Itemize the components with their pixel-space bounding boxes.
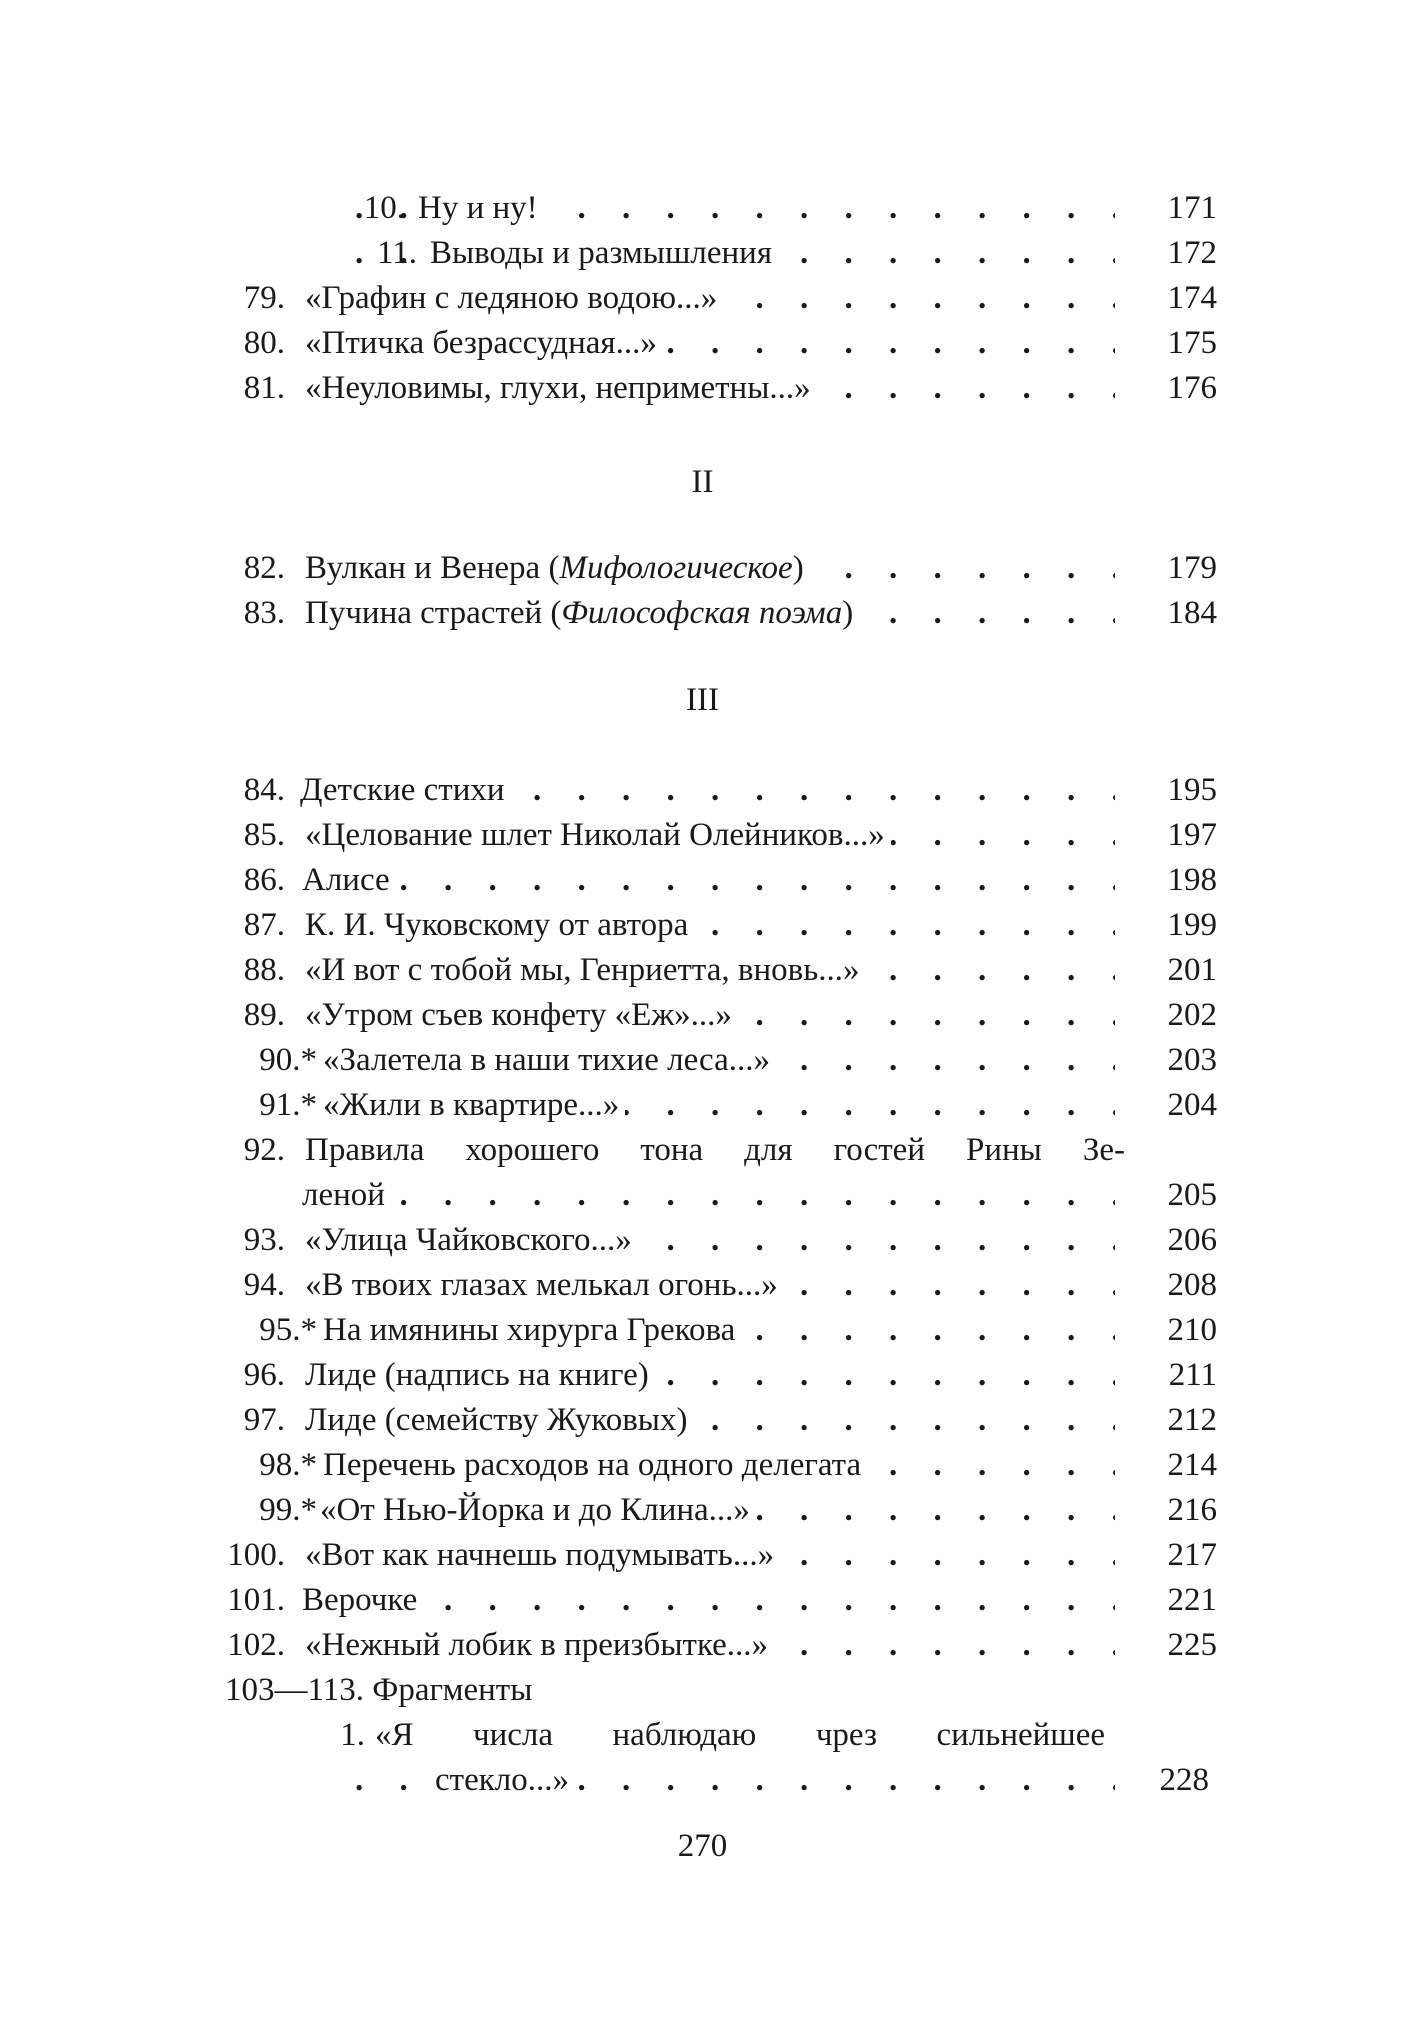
toc-entry (0, 276, 1405, 320)
section-heading-2: II (691, 464, 714, 500)
toc-entry (0, 1623, 1405, 1667)
entry-number: 97. (243, 1402, 285, 1438)
entry-page: 208 (1167, 1267, 1217, 1303)
entry-page: 176 (1167, 370, 1217, 406)
entry-number: 1. (340, 1717, 365, 1753)
toc-entry (0, 1038, 1405, 1082)
entry-title-end: ) (842, 595, 854, 631)
entry-page: 210 (1167, 1312, 1217, 1348)
entry-title: Правила хорошего тона для гостей Рины Зе- (305, 1132, 1125, 1168)
entry-title: «Залетела в наши тихие леса...» (323, 1042, 776, 1078)
toc-entry (0, 1128, 1405, 1172)
entry-page: 171 (1167, 190, 1217, 226)
toc-entry (0, 813, 1405, 857)
entry-title: «Жили в квартире...» (323, 1087, 625, 1123)
section-heading-3: III (686, 682, 719, 718)
toc-entry (0, 1488, 1405, 1532)
entry-number: 85. (243, 817, 285, 853)
entry-page: 202 (1167, 997, 1217, 1033)
entry-number: 91.* (259, 1087, 317, 1123)
entry-title: Перечень расходов на одного делегата (323, 1447, 867, 1483)
toc-entry (0, 186, 1405, 230)
entry-number: 92. (243, 1132, 285, 1168)
entry-number: 93. (243, 1222, 285, 1258)
entry-title: Верочке (302, 1582, 423, 1618)
entry-number: 90.* (259, 1042, 317, 1078)
toc-entry (0, 1398, 1405, 1442)
entry-page: 211 (1168, 1357, 1217, 1393)
toc-entry (0, 948, 1405, 992)
entry-number: 100. (227, 1537, 285, 1573)
entry-page: 198 (1167, 862, 1217, 898)
leader-dots (355, 1578, 1115, 1622)
toc-entry-continuation (0, 1173, 1405, 1217)
toc-entry (0, 1308, 1405, 1352)
entry-number: 88. (243, 952, 285, 988)
entry-title-continued: леной (302, 1177, 391, 1213)
toc-entry (0, 591, 1405, 635)
entry-page: 195 (1167, 772, 1217, 808)
entry-title: Детские стихи (300, 772, 511, 808)
page-number: 270 (677, 1828, 728, 1864)
entry-page: 184 (1167, 595, 1217, 631)
entry-number: 84. (243, 772, 285, 808)
toc-entry (0, 1263, 1405, 1307)
entry-number: 96. (243, 1357, 285, 1393)
entry-number: 79. (243, 280, 285, 316)
entry-title: Вулкан и Венера ( (305, 550, 560, 586)
entry-title: Пучина страстей ( (305, 595, 562, 631)
entry-page: 201 (1167, 952, 1217, 988)
entry-page: 175 (1167, 325, 1217, 361)
toc-entry (0, 993, 1405, 1037)
entry-number: 10. (363, 190, 405, 226)
entry-number: 82. (243, 550, 285, 586)
entry-title: Лиде (семейству Жуковых) (305, 1402, 693, 1438)
entry-page: 206 (1167, 1222, 1217, 1258)
entry-title: «Утром съев конфету «Еж»...» (305, 997, 738, 1033)
toc-entry (0, 366, 1405, 410)
entry-page: 199 (1167, 907, 1217, 943)
entry-genre: Мифологическое (559, 550, 793, 586)
entry-number: 101. (227, 1582, 285, 1618)
entry-number: 94. (243, 1267, 285, 1303)
toc-entry (0, 1668, 1405, 1712)
fragments-heading: 103—113. Фрагменты (225, 1672, 533, 1708)
toc-entry (0, 1443, 1405, 1487)
entry-title: «Птичка безрассудная...» (305, 325, 663, 361)
entry-page: 174 (1167, 280, 1217, 316)
entry-title: «Целование шлет Николай Олейников...» (305, 817, 891, 853)
entry-title: Ну и ну! (418, 190, 544, 226)
entry-title: «В твоих глазах мелькал огонь...» (305, 1267, 784, 1303)
entry-number: 87. (243, 907, 285, 943)
entry-number: 95.* (259, 1312, 317, 1348)
entry-title: Выводы и размышления (430, 235, 778, 271)
entry-number: 11. (376, 235, 417, 271)
entry-number: 98.* (259, 1447, 317, 1483)
toc-entry (0, 1713, 1405, 1757)
entry-title: «Графин с ледяною водою...» (305, 280, 723, 316)
toc-entry (0, 858, 1405, 902)
entry-page: 221 (1167, 1582, 1217, 1618)
entry-title: К. И. Чуковскому от автора (305, 907, 694, 943)
entry-title: На имянины хирурга Грекова (323, 1312, 741, 1348)
toc-entry (0, 1218, 1405, 1262)
entry-title: «Нежный лобик в преизбытке...» (305, 1627, 774, 1663)
entry-page: 203 (1167, 1042, 1217, 1078)
leader-dots (355, 858, 1115, 902)
entry-number: 83. (243, 595, 285, 631)
entry-page: 217 (1167, 1537, 1217, 1573)
entry-number: 86. (243, 862, 285, 898)
toc-entry (0, 546, 1405, 590)
entry-title: «Неуловимы, глухи, неприметны...» (305, 370, 817, 406)
entry-title: Лиде (надпись на книге) (305, 1357, 655, 1393)
entry-title: «Я числа наблюдаю чрез сильнейшее (375, 1717, 1105, 1753)
entry-page: 205 (1167, 1177, 1217, 1213)
toc-entry (0, 1353, 1405, 1397)
toc-entry-continuation (0, 1758, 1405, 1802)
entry-page: 212 (1167, 1402, 1217, 1438)
entry-page: 216 (1167, 1492, 1217, 1528)
entry-page: 197 (1167, 817, 1217, 853)
toc-entry (0, 1083, 1405, 1127)
toc-entry (0, 231, 1405, 275)
entry-number: 80. (243, 325, 285, 361)
toc-entry (0, 903, 1405, 947)
entry-genre: Философская поэма (561, 595, 843, 631)
entry-page: 172 (1167, 235, 1217, 271)
entry-page: 204 (1167, 1087, 1217, 1123)
entry-number: 81. (243, 370, 285, 406)
entry-number: 99.* (259, 1492, 317, 1528)
entry-title: «Улица Чайковского...» (305, 1222, 638, 1258)
entry-title: «И вот с тобой мы, Генриетта, вновь...» (305, 952, 866, 988)
toc-entry (0, 768, 1405, 812)
entry-page: 214 (1167, 1447, 1217, 1483)
entry-number: 102. (227, 1627, 285, 1663)
entry-title: «Вот как начнешь подумывать...» (305, 1537, 780, 1573)
entry-page: 179 (1167, 550, 1217, 586)
toc-entry (0, 1578, 1405, 1622)
entry-page: 225 (1167, 1627, 1217, 1663)
entry-title: Алисе (302, 862, 396, 898)
entry-number: 89. (243, 997, 285, 1033)
toc-entry (0, 321, 1405, 365)
entry-title-end: ) (792, 550, 804, 586)
entry-page: 228 (1159, 1762, 1209, 1798)
leader-dots (355, 1173, 1115, 1217)
entry-title-continued: стекло...» (435, 1762, 575, 1798)
toc-entry (0, 1533, 1405, 1577)
entry-title: «От Нью-Йорка и до Клина...» (320, 1492, 756, 1528)
